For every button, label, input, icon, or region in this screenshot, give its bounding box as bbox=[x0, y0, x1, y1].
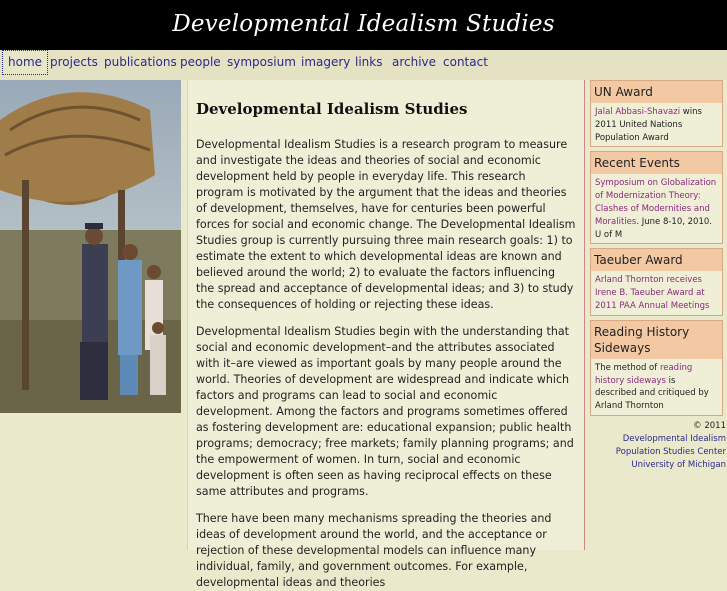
nav-home[interactable]: home bbox=[2, 50, 48, 75]
main-nav bbox=[0, 50, 727, 80]
nav-links[interactable]: links bbox=[355, 55, 383, 69]
credit-link-developmental-idealism[interactable]: Developmental Idealism bbox=[622, 434, 726, 444]
taeuber-award-link[interactable]: Arland Thornton receives Irene B. Taeuber Award at 2011 PAA Annual Meetings bbox=[595, 275, 710, 311]
sidebar bbox=[590, 80, 723, 420]
main-content bbox=[187, 80, 585, 589]
nav-imagery[interactable]: imagery bbox=[301, 55, 351, 69]
reading-history-box bbox=[590, 320, 723, 416]
nav-archive[interactable]: archive bbox=[392, 55, 437, 69]
nav-symposium[interactable]: symposium bbox=[227, 55, 296, 69]
taeuber-award-title: Taeuber Award bbox=[591, 249, 722, 271]
recent-events-title: Recent Events bbox=[591, 152, 722, 174]
copyright: © 2011 bbox=[693, 421, 726, 431]
reading-history-title: Reading History Sideways bbox=[591, 321, 722, 359]
reading-history-text bbox=[591, 359, 722, 415]
un-award-rest: wins 2011 United Nations Population Award bbox=[595, 107, 702, 143]
reading-history-link[interactable]: reading history sideways bbox=[595, 362, 693, 386]
un-award-box bbox=[590, 80, 723, 147]
page-title: Developmental Idealism Studies bbox=[196, 100, 468, 118]
site-title: Developmental Idealism Studies bbox=[172, 11, 555, 37]
credit-link-university[interactable]: University of Michigan bbox=[631, 460, 726, 470]
un-award-text bbox=[591, 103, 722, 146]
nav-contact[interactable]: contact bbox=[443, 55, 488, 69]
site-credit bbox=[600, 420, 726, 472]
recent-events-box bbox=[590, 151, 723, 244]
body-paragraph-continued: There have been many mechanisms spreading the theories and ideas of development around the world, and the acceptance or rejection of these developmental models can influence many individual, family, and government outcomes. For example, developmental ideas and theories bbox=[196, 512, 552, 589]
credit-link-population-studies[interactable]: Population Studies Center bbox=[615, 447, 726, 457]
family-photo bbox=[0, 80, 181, 413]
recent-events-text bbox=[591, 174, 722, 243]
body-paragraph: Developmental Idealism Studies begin with the understanding that social and economic development–and the attributes associated with it–are viewed as important goals by many people around the world. Theories of development are widespread and indicate which factors and programs can lead to social and economic development. Among the factors and programs sometimes offered as fostering development are: educational expansion; public health programs; democracy; free markets; family planning programs; and the empowerment of women. In turn, social and economic development is often seen as having reciprocal effects on these same attributes and programs. bbox=[196, 325, 574, 498]
recent-events-rest: . June 8-10, 2010. U of M bbox=[595, 216, 712, 240]
symposium-link[interactable]: Symposium on Globalization of Modernization Theory: Clashes of Modernities and Moralities bbox=[595, 178, 717, 227]
un-award-link[interactable]: Jalal Abbasi-Shavazi bbox=[595, 107, 681, 117]
taeuber-award-box bbox=[590, 248, 723, 315]
intro-paragraph: Developmental Idealism Studies is a research program to measure and investigate the ideas and theories of social and economic development held by people in everyday life. This research program is motivated by the argument that the ideas and theories of development, themselves, have for centuries been powerful forces for social and economic change. The Developmental Idealism Studies group is currently pursuing three main research goals: 1) to estimate the extent to which developmental ideas are known and believed around the world; 2) to evaluate the factors influencing the spread and acceptance of developmental ideas; and 3) to study the consequences of holding or rejecting these ideas. bbox=[196, 138, 576, 311]
un-award-title: UN Award bbox=[591, 81, 722, 103]
reading-history-after: is described and critiqued by Arland Thornton bbox=[595, 375, 709, 412]
masthead bbox=[0, 0, 727, 50]
reading-history-before: The method of bbox=[595, 362, 660, 373]
nav-people[interactable]: people bbox=[180, 55, 221, 69]
nav-publications[interactable]: publications bbox=[104, 55, 177, 69]
nav-projects[interactable]: projects bbox=[50, 55, 98, 69]
family-photo-illustration bbox=[0, 80, 181, 413]
